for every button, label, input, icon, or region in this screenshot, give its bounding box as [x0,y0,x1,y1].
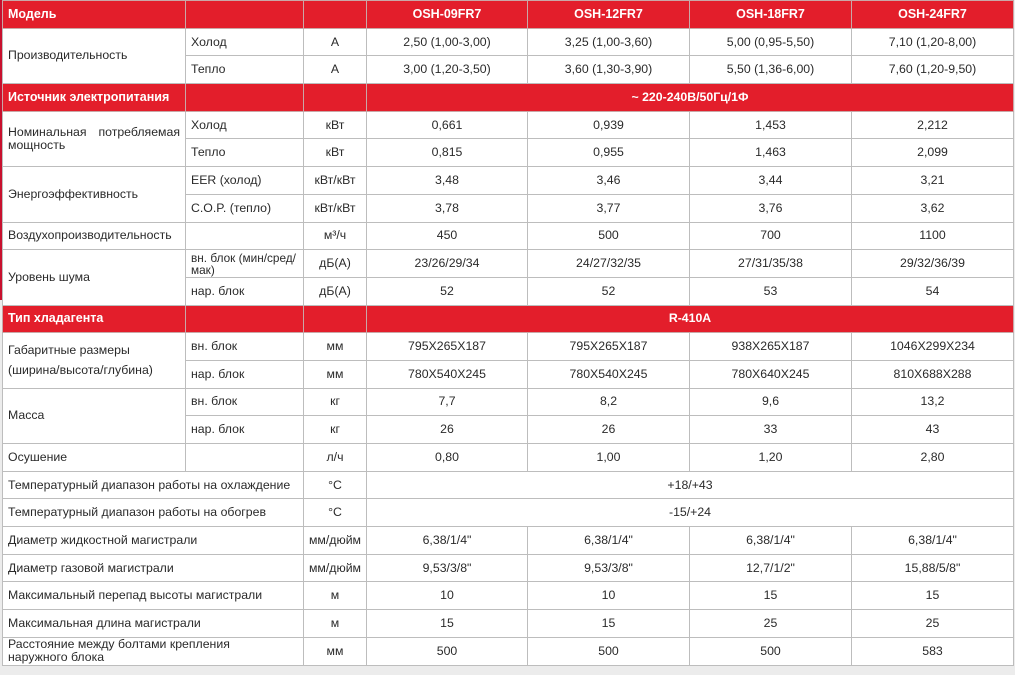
row-label: Максимальная длина магистрали [3,610,304,638]
cell-value: 6,38/1/4" [690,527,852,555]
model-name: OSH-09FR7 [367,1,528,29]
cell-value: 6,38/1/4" [367,527,528,555]
cell-value: 29/32/36/39 [852,250,1014,278]
row-sublabel: Тепло [186,139,304,167]
unit: мм [304,637,367,665]
table-row [3,499,1014,527]
cell-value: -15/+24 [367,499,1014,527]
cell-value: 938X265X187 [690,333,852,361]
cell-value: 0,80 [367,444,528,472]
model-name: OSH-18FR7 [690,1,852,29]
cell-value: 450 [367,222,528,250]
row-sublabel: вн. блок (мин/сред/мак) [186,250,304,278]
cell-value: 3,77 [528,194,690,222]
cell-value: 1,463 [690,139,852,167]
cell-value: 500 [690,637,852,665]
unit: кВт [304,139,367,167]
cell-value: 25 [852,610,1014,638]
cell-value: 795X265X187 [528,333,690,361]
cell-value: 6,38/1/4" [528,527,690,555]
cell-value: 7,60 (1,20-9,50) [852,56,1014,84]
unit: кВт/кВт [304,167,367,195]
section-row [3,84,1014,112]
unit: мм/дюйм [304,527,367,555]
row-sublabel: нар. блок [186,277,304,305]
cell-value: 15 [528,610,690,638]
unit: А [304,56,367,84]
cell-value: 15 [690,582,852,610]
cell-value: +18/+43 [367,471,1014,499]
cell-value: 26 [367,416,528,444]
table-row [3,167,1014,195]
cell-value: 2,80 [852,444,1014,472]
cell-value: 9,53/3/8" [528,554,690,582]
cell-value: 780X540X245 [528,360,690,388]
table-row [3,610,1014,638]
cell-value: 15 [367,610,528,638]
cell-value: 7,10 (1,20-8,00) [852,28,1014,56]
row-sublabel: Холод [186,28,304,56]
cell-value: 500 [367,637,528,665]
model-name: OSH-12FR7 [528,1,690,29]
row-label: Температурный диапазон работы на обогрев [3,499,304,527]
row-sublabel: C.O.P. (тепло) [186,194,304,222]
cell-value: 13,2 [852,388,1014,416]
cell-value: 583 [852,637,1014,665]
table-row [3,388,1014,416]
unit: °С [304,471,367,499]
cell-value: 1046X299X234 [852,333,1014,361]
table-row [3,554,1014,582]
table-row [3,582,1014,610]
row-sublabel: нар. блок [186,416,304,444]
table-row [3,111,1014,139]
cell-value: 54 [852,277,1014,305]
cell-value: 52 [528,277,690,305]
cell-value: 10 [367,582,528,610]
row-label: Температурный диапазон работы на охлаждение [3,471,304,499]
section-value: R-410A [367,305,1014,333]
cell-value: 1,20 [690,444,852,472]
row-sublabel: вн. блок [186,388,304,416]
unit: мм/дюйм [304,554,367,582]
table-row [3,222,1014,250]
cell-value: 6,38/1/4" [852,527,1014,555]
spec-table [2,0,1014,666]
cell-value: 27/31/35/38 [690,250,852,278]
cell-value: 3,25 (1,00-3,60) [528,28,690,56]
cell-value: 25 [690,610,852,638]
cell-value: 3,76 [690,194,852,222]
unit: дБ(А) [304,250,367,278]
cell-value: 500 [528,222,690,250]
cell-value: 0,955 [528,139,690,167]
row-label: Расстояние между болтами крепления наружного блока [3,637,304,665]
table-row [3,527,1014,555]
cell-value: 1100 [852,222,1014,250]
model-name: OSH-24FR7 [852,1,1014,29]
cell-value: 795X265X187 [367,333,528,361]
section-label: Тип хладагента [3,305,186,333]
section-row [3,305,1014,333]
unit: л/ч [304,444,367,472]
unit: кВт/кВт [304,194,367,222]
cell-value: 3,21 [852,167,1014,195]
unit: дБ(А) [304,277,367,305]
table-row [3,444,1014,472]
cell-value: 24/27/32/35 [528,250,690,278]
unit: мм [304,360,367,388]
row-label: Габаритные размеры (ширина/высота/глубина) [3,333,186,388]
cell-value: 3,44 [690,167,852,195]
row-label: Производительность [3,28,186,83]
cell-value: 8,2 [528,388,690,416]
header-row [3,1,1014,29]
row-sublabel: Холод [186,111,304,139]
cell-value: 26 [528,416,690,444]
cell-value: 500 [528,637,690,665]
row-sublabel: EER (холод) [186,167,304,195]
table-row [3,28,1014,56]
unit: °С [304,499,367,527]
cell-value: 33 [690,416,852,444]
cell-value: 2,099 [852,139,1014,167]
row-label: Масса [3,388,186,443]
row-label: Энергоэффективность [3,167,186,222]
cell-value: 10 [528,582,690,610]
row-sublabel: нар. блок [186,360,304,388]
cell-value: 9,53/3/8" [367,554,528,582]
unit: мм [304,333,367,361]
cell-value: 2,50 (1,00-3,00) [367,28,528,56]
cell-value: 3,78 [367,194,528,222]
cell-value: 700 [690,222,852,250]
cell-value: 1,00 [528,444,690,472]
section-value: ~ 220-240В/50Гц/1Ф [367,84,1014,112]
cell-value: 3,60 (1,30-3,90) [528,56,690,84]
cell-value: 0,661 [367,111,528,139]
unit: кг [304,416,367,444]
row-label: Диаметр жидкостной магистрали [3,527,304,555]
row-label: Осушение [3,444,186,472]
table-row [3,333,1014,361]
cell-value: 7,7 [367,388,528,416]
model-label: Модель [3,1,186,29]
row-sublabel: Тепло [186,56,304,84]
cell-value: 5,50 (1,36-6,00) [690,56,852,84]
row-label: Номинальная потребляемая мощность [3,111,186,166]
unit: м [304,582,367,610]
unit: А [304,28,367,56]
cell-value: 15 [852,582,1014,610]
unit: м³/ч [304,222,367,250]
cell-value: 3,00 (1,20-3,50) [367,56,528,84]
cell-value: 23/26/29/34 [367,250,528,278]
cell-value: 1,453 [690,111,852,139]
cell-value: 52 [367,277,528,305]
cell-value: 9,6 [690,388,852,416]
table-row [3,471,1014,499]
cell-value: 2,212 [852,111,1014,139]
table-row [3,250,1014,278]
cell-value: 53 [690,277,852,305]
cell-value: 780X640X245 [690,360,852,388]
unit: кВт [304,111,367,139]
cell-value: 3,46 [528,167,690,195]
row-label: Уровень шума [3,250,186,305]
cell-value: 3,62 [852,194,1014,222]
row-sublabel: вн. блок [186,333,304,361]
cell-value: 0,939 [528,111,690,139]
cell-value: 43 [852,416,1014,444]
cell-value: 3,48 [367,167,528,195]
cell-value: 5,00 (0,95-5,50) [690,28,852,56]
unit: м [304,610,367,638]
cell-value: 12,7/1/2" [690,554,852,582]
row-label: Диаметр газовой магистрали [3,554,304,582]
cell-value: 810X688X288 [852,360,1014,388]
row-label: Воздухопроизводительность [3,222,186,250]
section-label: Источник электропитания [3,84,186,112]
table-row [3,637,1014,665]
cell-value: 0,815 [367,139,528,167]
cell-value: 15,88/5/8" [852,554,1014,582]
row-label: Максимальный перепад высоты магистрали [3,582,304,610]
unit: кг [304,388,367,416]
cell-value: 780X540X245 [367,360,528,388]
